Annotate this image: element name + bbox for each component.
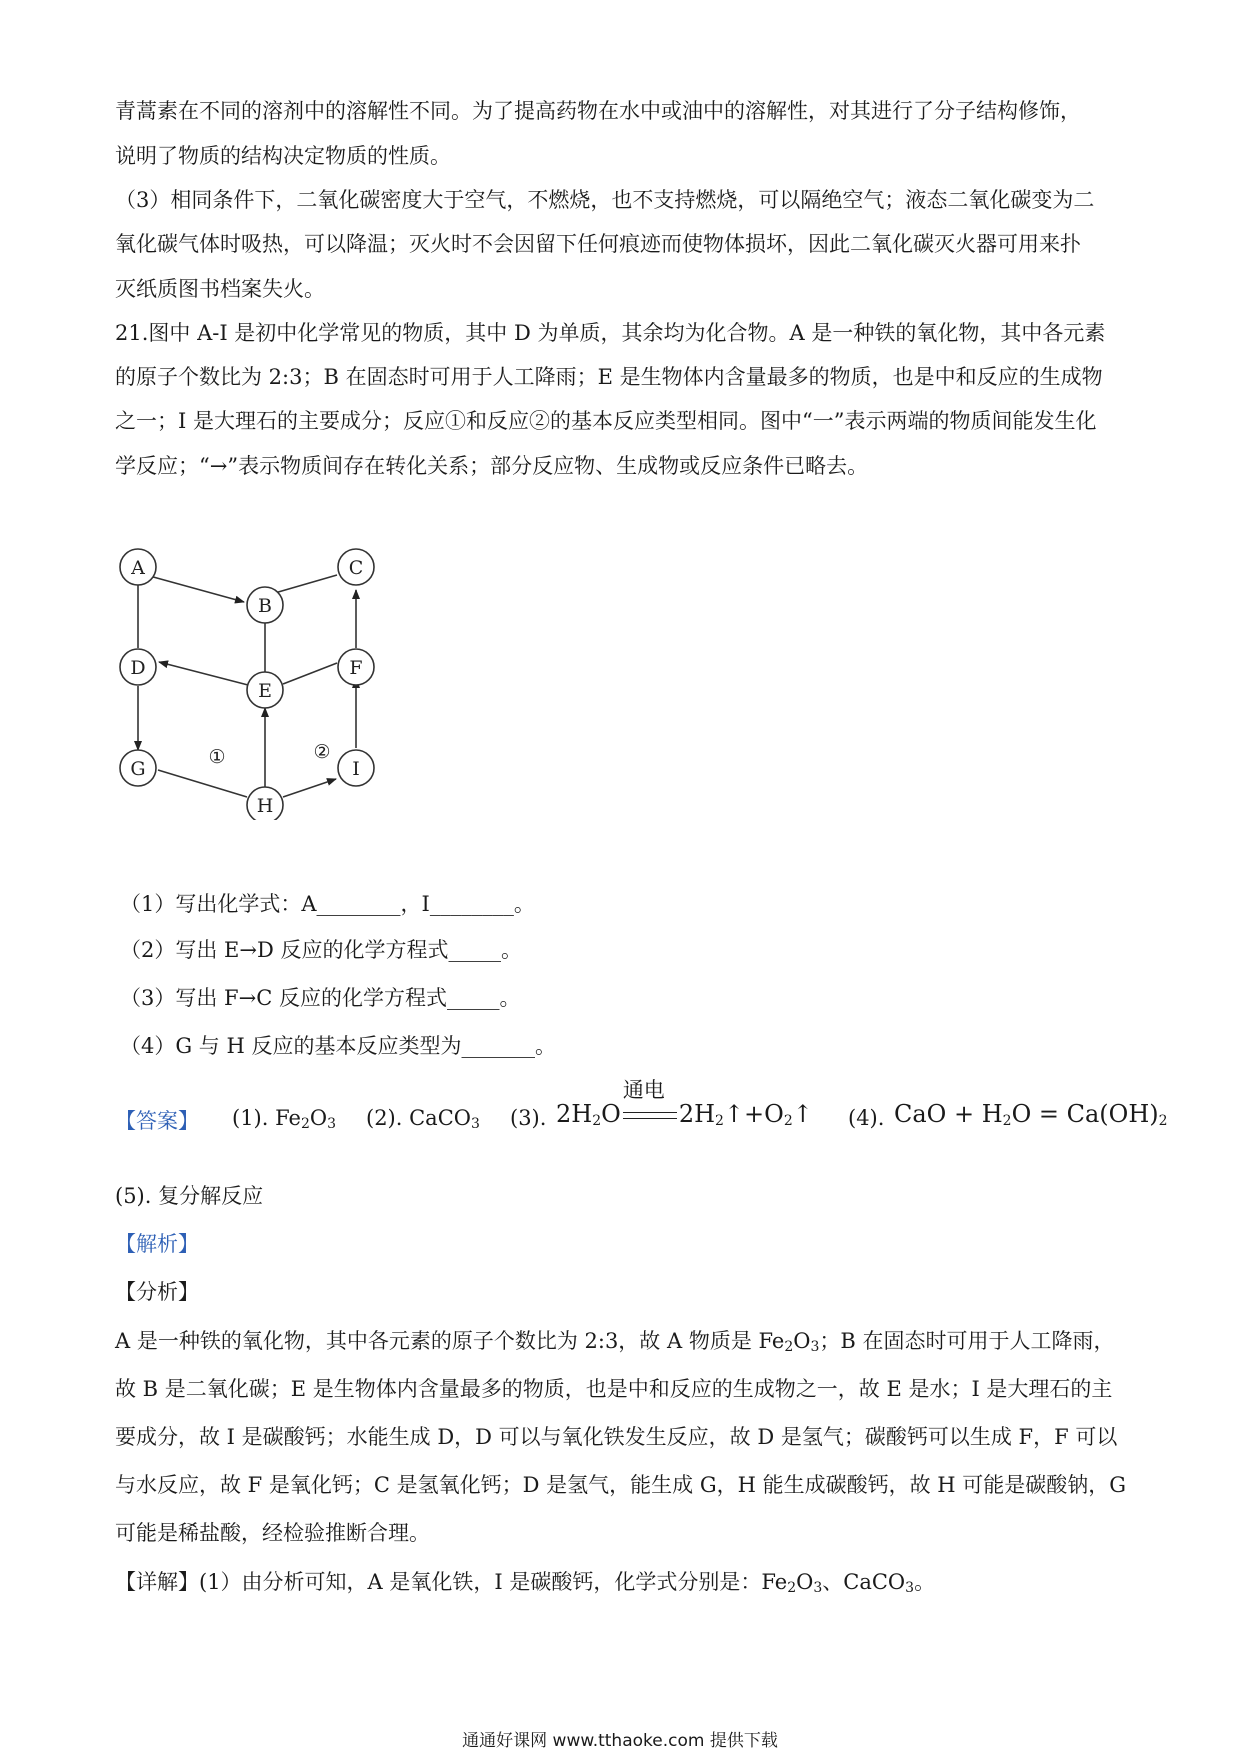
detail-line: 【详解】(1）由分析可知，A 是氧化铁，I 是碳酸钙，化学式分别是：$Fe_2O_3$、CaCO$_3$。 <box>115 1570 936 1596</box>
question-line-4: 学反应；“→”表示物质间存在转化关系；部分反应物、生成物或反应条件已略去。 <box>115 454 869 478</box>
question-line-3: 之一；I 是大理石的主要成分；反应①和反应②的基本反应类型相同。图中“一”表示两端的物质间能发生化 <box>115 409 1097 433</box>
analysis-line-3: 要成分，故 I 是碳酸钙；水能生成 D，D 可以与氧化铁发生反应，故 D 是氢气；碳酸钙可以生成 F，F 可以 <box>115 1425 1118 1449</box>
intro-line-3: （3）相同条件下，二氧化碳密度大于空气，不燃烧，也不支持燃烧，可以隔绝空气；液态二氧化碳变为二 <box>115 188 1095 212</box>
answer-4-num: (4). <box>848 1106 885 1130</box>
edge-a-b <box>146 575 244 602</box>
reaction-diagram <box>100 545 420 820</box>
reaction-2-label: ② <box>313 741 331 763</box>
node-c-label: C <box>348 557 364 579</box>
subquestion-3: （3）写出 F→C 反应的化学方程式_____。 <box>120 986 521 1010</box>
intro-line-4: 氧化碳气体时吸热，可以降温；灭火时不会因留下任何痕迹而使物体损坏，因此二氧化碳灭火器可用来扑 <box>115 232 1081 256</box>
page-footer: 通通好课网 www.tthaoke.com 提供下载 <box>462 1731 778 1751</box>
answer-2: (2). CaCO$_3$ <box>366 1106 480 1132</box>
intro-line-2: 说明了物质的结构决定物质的性质。 <box>115 144 451 168</box>
analysis-line-4: 与水反应，故 F 是氧化钙；C 是氢氧化钙；D 是氢气，能生成 G，H 能生成碳酸钙，故 H 可能是碳酸钠，G <box>115 1473 1127 1497</box>
analysis-line-2: 故 B 是二氧化碳；E 是生物体内含量最多的物质，也是中和反应的生成物之一，故 E 是水；I 是大理石的主 <box>115 1377 1113 1401</box>
question-line-1: 21.图中 A-I 是初中化学常见的物质，其中 D 为单质，其余均为化合物。A 是一种铁的氧化物，其中各元素 <box>115 321 1106 345</box>
analysis-tag: 【解析】 <box>115 1232 199 1256</box>
subquestion-2: （2）写出 E→D 反应的化学方程式_____。 <box>120 938 522 962</box>
answer-tag: 【答案】 <box>115 1109 199 1133</box>
intro-line-1: 青蒿素在不同的溶剂中的溶解性不同。为了提高药物在水中或油中的溶解性，对其进行了分子结构修饰， <box>115 99 1081 123</box>
fenxi-tag: 【分析】 <box>115 1280 199 1304</box>
answer-1: (1). $Fe_2O_3$ <box>232 1106 337 1132</box>
edge-h-i <box>283 779 336 797</box>
node-f-label: F <box>349 657 363 679</box>
analysis-line-5: 可能是稀盐酸，经检验推断合理。 <box>115 1521 430 1545</box>
node-a-label: A <box>131 557 145 579</box>
edge-g-h <box>158 770 247 797</box>
subquestion-4: （4）G 与 H 反应的基本反应类型为_______。 <box>120 1034 556 1058</box>
subquestion-1: （1）写出化学式：A________，I________。 <box>120 892 535 916</box>
edge-e-d <box>159 662 248 685</box>
answer-3-num: (3). <box>510 1106 547 1130</box>
detail-tag: 【详解】 <box>115 1570 199 1594</box>
analysis-line-1: A 是一种铁的氧化物，其中各元素的原子个数比为 2:3，故 A 物质是 $Fe_2O_3$；B 在固态时可用于人工降雨， <box>115 1329 1115 1355</box>
equation-4: CaO + $H_2O = Ca(OH)_2$ <box>894 1100 1168 1129</box>
electrolysis-equals-sign: 通电 <box>621 1106 679 1126</box>
reaction-1-label: ① <box>208 746 226 768</box>
node-h-label: H <box>256 795 274 817</box>
node-d-label: D <box>130 657 146 679</box>
intro-line-5: 灭纸质图书档案失火。 <box>115 277 325 301</box>
node-i-label: I <box>352 758 360 780</box>
node-e-label: E <box>258 680 272 702</box>
question-line-2: 的原子个数比为 2:3；B 在固态时可用于人工降雨；E 是生物体内含量最多的物质，也是中和反应的生成物 <box>115 365 1103 389</box>
node-g-label: G <box>130 758 146 780</box>
edge-e-f <box>283 663 337 684</box>
equation-3: $2H_2O$ 通电 $2H_2↑+O_2↑$ <box>556 1077 813 1129</box>
node-b-label: B <box>258 595 272 617</box>
answer-5: (5). 复分解反应 <box>115 1184 264 1208</box>
